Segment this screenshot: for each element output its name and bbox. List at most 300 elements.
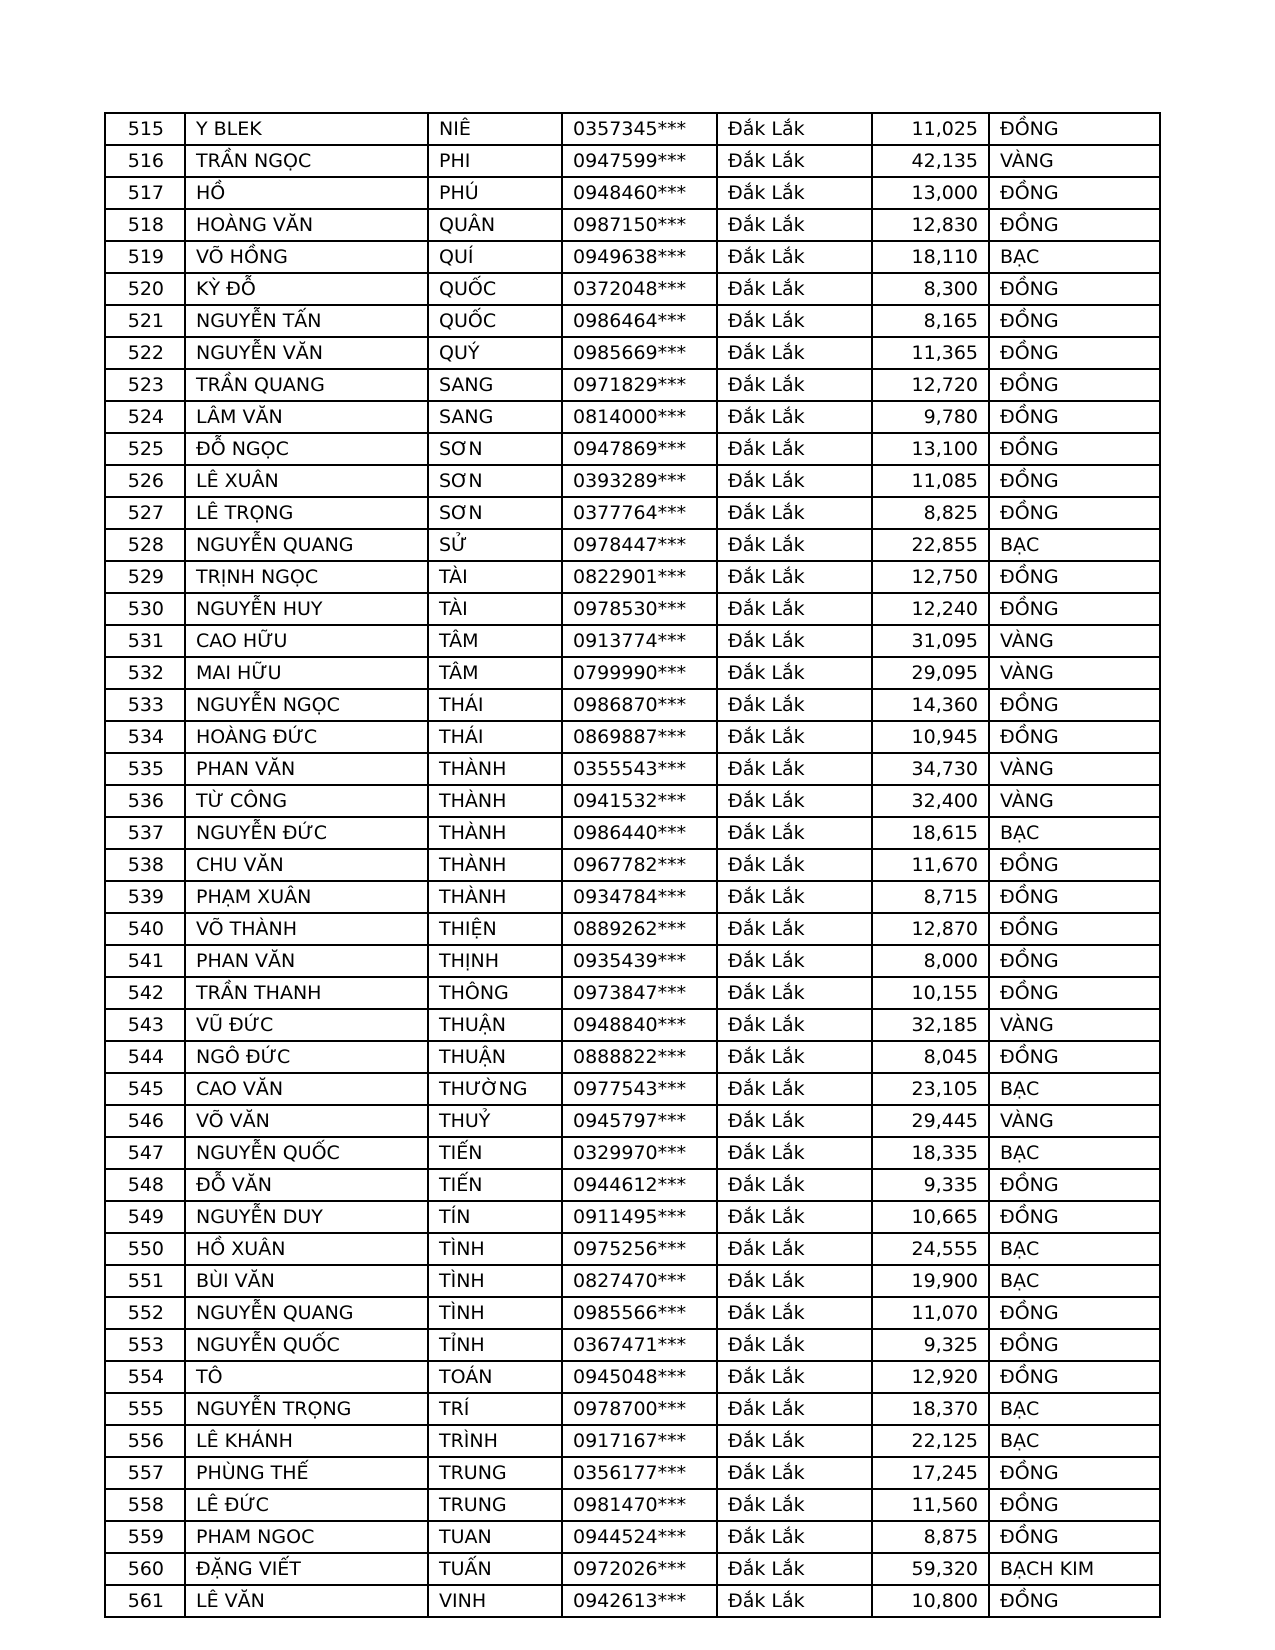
surname-cell: TRẦN QUANG: [185, 369, 428, 401]
table-row: [105, 273, 1160, 305]
row-number: 533: [105, 689, 185, 721]
given-name-cell: SỬ: [428, 529, 562, 561]
province-cell: Đắk Lắk: [717, 1361, 872, 1393]
points-cell: 9,325: [872, 1329, 989, 1361]
phone-cell: 0357345***: [562, 113, 717, 145]
phone-cell: 0948840***: [562, 1009, 717, 1041]
tier-cell: BẠC: [989, 1233, 1160, 1265]
phone-cell: 0973847***: [562, 977, 717, 1009]
province-cell: Đắk Lắk: [717, 1457, 872, 1489]
table-row: [105, 1233, 1160, 1265]
table-row: [105, 1393, 1160, 1425]
surname-cell: NGUYỄN QUANG: [185, 529, 428, 561]
province-cell: Đắk Lắk: [717, 401, 872, 433]
tier-cell: ĐỒNG: [989, 945, 1160, 977]
given-name-cell: THƯỜNG: [428, 1073, 562, 1105]
points-cell: 22,125: [872, 1425, 989, 1457]
tier-cell: ĐỒNG: [989, 273, 1160, 305]
tier-cell: BẠC: [989, 1425, 1160, 1457]
points-cell: 32,400: [872, 785, 989, 817]
points-cell: 10,945: [872, 721, 989, 753]
points-cell: 18,335: [872, 1137, 989, 1169]
province-cell: Đắk Lắk: [717, 945, 872, 977]
tier-cell: BẠC: [989, 529, 1160, 561]
phone-cell: 0942613***: [562, 1585, 717, 1617]
surname-cell: NGUYỄN TẤN: [185, 305, 428, 337]
province-cell: Đắk Lắk: [717, 753, 872, 785]
phone-cell: 0329970***: [562, 1137, 717, 1169]
tier-cell: BẠC: [989, 1137, 1160, 1169]
row-number: 541: [105, 945, 185, 977]
surname-cell: PHAM NGOC: [185, 1521, 428, 1553]
table-row: [105, 1009, 1160, 1041]
row-number: 561: [105, 1585, 185, 1617]
table-row: [105, 1137, 1160, 1169]
points-cell: 18,110: [872, 241, 989, 273]
province-cell: Đắk Lắk: [717, 977, 872, 1009]
table-row: [105, 1169, 1160, 1201]
row-number: 534: [105, 721, 185, 753]
province-cell: Đắk Lắk: [717, 1553, 872, 1585]
surname-cell: LÊ TRỌNG: [185, 497, 428, 529]
phone-cell: 0356177***: [562, 1457, 717, 1489]
tier-cell: VÀNG: [989, 753, 1160, 785]
phone-cell: 0935439***: [562, 945, 717, 977]
phone-cell: 0372048***: [562, 273, 717, 305]
province-cell: Đắk Lắk: [717, 913, 872, 945]
points-cell: 11,670: [872, 849, 989, 881]
tier-cell: VÀNG: [989, 625, 1160, 657]
given-name-cell: THUỶ: [428, 1105, 562, 1137]
province-cell: Đắk Lắk: [717, 1041, 872, 1073]
given-name-cell: SANG: [428, 369, 562, 401]
points-cell: 29,095: [872, 657, 989, 689]
table-row: [105, 945, 1160, 977]
given-name-cell: TRÌNH: [428, 1425, 562, 1457]
phone-cell: 0977543***: [562, 1073, 717, 1105]
row-number: 517: [105, 177, 185, 209]
given-name-cell: TRUNG: [428, 1457, 562, 1489]
surname-cell: NGÔ ĐỨC: [185, 1041, 428, 1073]
given-name-cell: PHI: [428, 145, 562, 177]
table-row: [105, 1425, 1160, 1457]
given-name-cell: THÁI: [428, 721, 562, 753]
given-name-cell: THÀNH: [428, 785, 562, 817]
tier-cell: ĐỒNG: [989, 1361, 1160, 1393]
given-name-cell: TÌNH: [428, 1265, 562, 1297]
table-row: [105, 849, 1160, 881]
surname-cell: BÙI VĂN: [185, 1265, 428, 1297]
surname-cell: LÂM VĂN: [185, 401, 428, 433]
phone-cell: 0986464***: [562, 305, 717, 337]
member-table: [104, 112, 1161, 1618]
province-cell: Đắk Lắk: [717, 465, 872, 497]
surname-cell: LÊ XUÂN: [185, 465, 428, 497]
row-number: 521: [105, 305, 185, 337]
tier-cell: ĐỒNG: [989, 1329, 1160, 1361]
row-number: 532: [105, 657, 185, 689]
province-cell: Đắk Lắk: [717, 529, 872, 561]
surname-cell: ĐẶNG VIẾT: [185, 1553, 428, 1585]
table-row: [105, 657, 1160, 689]
points-cell: 11,025: [872, 113, 989, 145]
surname-cell: TRẦN NGỌC: [185, 145, 428, 177]
phone-cell: 0944524***: [562, 1521, 717, 1553]
province-cell: Đắk Lắk: [717, 1329, 872, 1361]
phone-cell: 0985669***: [562, 337, 717, 369]
province-cell: Đắk Lắk: [717, 1425, 872, 1457]
tier-cell: BẠCH KIM: [989, 1553, 1160, 1585]
table-row: [105, 1585, 1160, 1617]
tier-cell: ĐỒNG: [989, 913, 1160, 945]
province-cell: Đắk Lắk: [717, 113, 872, 145]
tier-cell: ĐỒNG: [989, 401, 1160, 433]
row-number: 540: [105, 913, 185, 945]
points-cell: 8,045: [872, 1041, 989, 1073]
row-number: 553: [105, 1329, 185, 1361]
points-cell: 8,715: [872, 881, 989, 913]
tier-cell: ĐỒNG: [989, 977, 1160, 1009]
province-cell: Đắk Lắk: [717, 1521, 872, 1553]
row-number: 518: [105, 209, 185, 241]
province-cell: Đắk Lắk: [717, 1265, 872, 1297]
tier-cell: ĐỒNG: [989, 1169, 1160, 1201]
surname-cell: PHẠM XUÂN: [185, 881, 428, 913]
table-row: [105, 593, 1160, 625]
province-cell: Đắk Lắk: [717, 241, 872, 273]
table-row: [105, 1521, 1160, 1553]
phone-cell: 0822901***: [562, 561, 717, 593]
surname-cell: NGUYỄN HUY: [185, 593, 428, 625]
tier-cell: ĐỒNG: [989, 1489, 1160, 1521]
province-cell: Đắk Lắk: [717, 1393, 872, 1425]
province-cell: Đắk Lắk: [717, 785, 872, 817]
surname-cell: CAO VĂN: [185, 1073, 428, 1105]
given-name-cell: THÔNG: [428, 977, 562, 1009]
surname-cell: PHÙNG THẾ: [185, 1457, 428, 1489]
given-name-cell: QUÝ: [428, 337, 562, 369]
phone-cell: 0972026***: [562, 1553, 717, 1585]
phone-cell: 0917167***: [562, 1425, 717, 1457]
points-cell: 9,335: [872, 1169, 989, 1201]
row-number: 542: [105, 977, 185, 1009]
table-row: [105, 1329, 1160, 1361]
surname-cell: HỒ: [185, 177, 428, 209]
table-row: [105, 113, 1160, 145]
surname-cell: LÊ VĂN: [185, 1585, 428, 1617]
given-name-cell: TOÁN: [428, 1361, 562, 1393]
points-cell: 8,165: [872, 305, 989, 337]
tier-cell: VÀNG: [989, 145, 1160, 177]
given-name-cell: QUỐC: [428, 305, 562, 337]
surname-cell: TRẦN THANH: [185, 977, 428, 1009]
surname-cell: ĐỖ VĂN: [185, 1169, 428, 1201]
tier-cell: ĐỒNG: [989, 305, 1160, 337]
tier-cell: BẠC: [989, 1393, 1160, 1425]
surname-cell: NGUYỄN QUANG: [185, 1297, 428, 1329]
phone-cell: 0948460***: [562, 177, 717, 209]
province-cell: Đắk Lắk: [717, 1489, 872, 1521]
given-name-cell: THÀNH: [428, 881, 562, 913]
given-name-cell: SƠN: [428, 433, 562, 465]
table-row: [105, 1105, 1160, 1137]
table-row: [105, 1073, 1160, 1105]
tier-cell: BẠC: [989, 1073, 1160, 1105]
table-row: [105, 305, 1160, 337]
given-name-cell: THÀNH: [428, 817, 562, 849]
row-number: 543: [105, 1009, 185, 1041]
points-cell: 8,300: [872, 273, 989, 305]
table-row: [105, 209, 1160, 241]
row-number: 558: [105, 1489, 185, 1521]
points-cell: 19,900: [872, 1265, 989, 1297]
row-number: 527: [105, 497, 185, 529]
row-number: 515: [105, 113, 185, 145]
phone-cell: 0941532***: [562, 785, 717, 817]
tier-cell: BẠC: [989, 1265, 1160, 1297]
row-number: 536: [105, 785, 185, 817]
tier-cell: ĐỒNG: [989, 209, 1160, 241]
phone-cell: 0967782***: [562, 849, 717, 881]
given-name-cell: SƠN: [428, 465, 562, 497]
row-number: 516: [105, 145, 185, 177]
points-cell: 31,095: [872, 625, 989, 657]
table-row: [105, 625, 1160, 657]
row-number: 544: [105, 1041, 185, 1073]
table-row: [105, 1489, 1160, 1521]
surname-cell: MAI HỮU: [185, 657, 428, 689]
phone-cell: 0981470***: [562, 1489, 717, 1521]
points-cell: 32,185: [872, 1009, 989, 1041]
phone-cell: 0911495***: [562, 1201, 717, 1233]
phone-cell: 0985566***: [562, 1297, 717, 1329]
table-row: [105, 433, 1160, 465]
points-cell: 13,100: [872, 433, 989, 465]
tier-cell: ĐỒNG: [989, 593, 1160, 625]
given-name-cell: TÍN: [428, 1201, 562, 1233]
phone-cell: 0987150***: [562, 209, 717, 241]
points-cell: 11,365: [872, 337, 989, 369]
phone-cell: 0889262***: [562, 913, 717, 945]
row-number: 538: [105, 849, 185, 881]
given-name-cell: TÀI: [428, 561, 562, 593]
given-name-cell: THÀNH: [428, 849, 562, 881]
phone-cell: 0978530***: [562, 593, 717, 625]
province-cell: Đắk Lắk: [717, 721, 872, 753]
phone-cell: 0949638***: [562, 241, 717, 273]
given-name-cell: PHÚ: [428, 177, 562, 209]
phone-cell: 0945048***: [562, 1361, 717, 1393]
province-cell: Đắk Lắk: [717, 337, 872, 369]
table-row: [105, 1457, 1160, 1489]
surname-cell: NGUYỄN ĐỨC: [185, 817, 428, 849]
phone-cell: 0393289***: [562, 465, 717, 497]
row-number: 529: [105, 561, 185, 593]
phone-cell: 0355543***: [562, 753, 717, 785]
row-number: 523: [105, 369, 185, 401]
table-row: [105, 977, 1160, 1009]
table-row: [105, 1041, 1160, 1073]
table-row: [105, 369, 1160, 401]
phone-cell: 0947599***: [562, 145, 717, 177]
phone-cell: 0986440***: [562, 817, 717, 849]
tier-cell: VÀNG: [989, 1009, 1160, 1041]
surname-cell: ĐỖ NGỌC: [185, 433, 428, 465]
row-number: 560: [105, 1553, 185, 1585]
table-row: [105, 241, 1160, 273]
points-cell: 11,085: [872, 465, 989, 497]
province-cell: Đắk Lắk: [717, 881, 872, 913]
row-number: 559: [105, 1521, 185, 1553]
province-cell: Đắk Lắk: [717, 177, 872, 209]
surname-cell: PHAN VĂN: [185, 753, 428, 785]
tier-cell: ĐỒNG: [989, 1297, 1160, 1329]
table-row: [105, 337, 1160, 369]
tier-cell: BẠC: [989, 241, 1160, 273]
row-number: 535: [105, 753, 185, 785]
phone-cell: 0827470***: [562, 1265, 717, 1297]
surname-cell: LÊ ĐỨC: [185, 1489, 428, 1521]
table-row: [105, 145, 1160, 177]
row-number: 545: [105, 1073, 185, 1105]
row-number: 547: [105, 1137, 185, 1169]
table-row: [105, 1201, 1160, 1233]
surname-cell: NGUYỄN TRỌNG: [185, 1393, 428, 1425]
given-name-cell: SƠN: [428, 497, 562, 529]
table-row: [105, 1361, 1160, 1393]
table-row: [105, 785, 1160, 817]
tier-cell: ĐỒNG: [989, 1521, 1160, 1553]
table-body: [105, 113, 1160, 1617]
phone-cell: 0947869***: [562, 433, 717, 465]
row-number: 526: [105, 465, 185, 497]
surname-cell: VÕ THÀNH: [185, 913, 428, 945]
given-name-cell: TÌNH: [428, 1233, 562, 1265]
province-cell: Đắk Lắk: [717, 273, 872, 305]
province-cell: Đắk Lắk: [717, 1009, 872, 1041]
tier-cell: ĐỒNG: [989, 177, 1160, 209]
province-cell: Đắk Lắk: [717, 1585, 872, 1617]
points-cell: 12,870: [872, 913, 989, 945]
row-number: 554: [105, 1361, 185, 1393]
phone-cell: 0799990***: [562, 657, 717, 689]
points-cell: 22,855: [872, 529, 989, 561]
points-cell: 8,000: [872, 945, 989, 977]
surname-cell: PHAN VĂN: [185, 945, 428, 977]
given-name-cell: TỈNH: [428, 1329, 562, 1361]
tier-cell: ĐỒNG: [989, 1457, 1160, 1489]
points-cell: 59,320: [872, 1553, 989, 1585]
given-name-cell: TIẾN: [428, 1169, 562, 1201]
phone-cell: 0975256***: [562, 1233, 717, 1265]
points-cell: 12,750: [872, 561, 989, 593]
row-number: 550: [105, 1233, 185, 1265]
phone-cell: 0971829***: [562, 369, 717, 401]
given-name-cell: THỊNH: [428, 945, 562, 977]
province-cell: Đắk Lắk: [717, 817, 872, 849]
points-cell: 9,780: [872, 401, 989, 433]
phone-cell: 0869887***: [562, 721, 717, 753]
surname-cell: CAO HỮU: [185, 625, 428, 657]
given-name-cell: QUÍ: [428, 241, 562, 273]
surname-cell: HOÀNG ĐỨC: [185, 721, 428, 753]
given-name-cell: VINH: [428, 1585, 562, 1617]
province-cell: Đắk Lắk: [717, 1233, 872, 1265]
surname-cell: NGUYỄN DUY: [185, 1201, 428, 1233]
row-number: 546: [105, 1105, 185, 1137]
tier-cell: ĐỒNG: [989, 689, 1160, 721]
table-row: [105, 1265, 1160, 1297]
points-cell: 8,825: [872, 497, 989, 529]
tier-cell: ĐỒNG: [989, 497, 1160, 529]
points-cell: 12,920: [872, 1361, 989, 1393]
surname-cell: LÊ KHÁNH: [185, 1425, 428, 1457]
given-name-cell: TIẾN: [428, 1137, 562, 1169]
given-name-cell: TUAN: [428, 1521, 562, 1553]
tier-cell: ĐỒNG: [989, 433, 1160, 465]
row-number: 549: [105, 1201, 185, 1233]
row-number: 537: [105, 817, 185, 849]
points-cell: 11,070: [872, 1297, 989, 1329]
tier-cell: ĐỒNG: [989, 721, 1160, 753]
row-number: 552: [105, 1297, 185, 1329]
row-number: 519: [105, 241, 185, 273]
row-number: 556: [105, 1425, 185, 1457]
row-number: 551: [105, 1265, 185, 1297]
tier-cell: VÀNG: [989, 1105, 1160, 1137]
given-name-cell: TÀI: [428, 593, 562, 625]
province-cell: Đắk Lắk: [717, 689, 872, 721]
points-cell: 12,720: [872, 369, 989, 401]
row-number: 539: [105, 881, 185, 913]
row-number: 530: [105, 593, 185, 625]
phone-cell: 0888822***: [562, 1041, 717, 1073]
table-row: [105, 1553, 1160, 1585]
province-cell: Đắk Lắk: [717, 657, 872, 689]
given-name-cell: TÂM: [428, 625, 562, 657]
given-name-cell: THÁI: [428, 689, 562, 721]
tier-cell: ĐỒNG: [989, 1041, 1160, 1073]
tier-cell: VÀNG: [989, 785, 1160, 817]
province-cell: Đắk Lắk: [717, 497, 872, 529]
tier-cell: ĐỒNG: [989, 849, 1160, 881]
given-name-cell: THÀNH: [428, 753, 562, 785]
table-row: [105, 465, 1160, 497]
phone-cell: 0377764***: [562, 497, 717, 529]
row-number: 548: [105, 1169, 185, 1201]
phone-cell: 0978447***: [562, 529, 717, 561]
tier-cell: ĐỒNG: [989, 1201, 1160, 1233]
table-row: [105, 753, 1160, 785]
points-cell: 18,615: [872, 817, 989, 849]
table-row: [105, 177, 1160, 209]
given-name-cell: THUẬN: [428, 1009, 562, 1041]
tier-cell: ĐỒNG: [989, 1585, 1160, 1617]
tier-cell: ĐỒNG: [989, 113, 1160, 145]
phone-cell: 0978700***: [562, 1393, 717, 1425]
given-name-cell: NIÊ: [428, 113, 562, 145]
surname-cell: TỪ CÔNG: [185, 785, 428, 817]
table-row: [105, 721, 1160, 753]
given-name-cell: QUÂN: [428, 209, 562, 241]
table-row: [105, 561, 1160, 593]
phone-cell: 0913774***: [562, 625, 717, 657]
province-cell: Đắk Lắk: [717, 1201, 872, 1233]
phone-cell: 0934784***: [562, 881, 717, 913]
points-cell: 29,445: [872, 1105, 989, 1137]
points-cell: 23,105: [872, 1073, 989, 1105]
surname-cell: TÔ: [185, 1361, 428, 1393]
